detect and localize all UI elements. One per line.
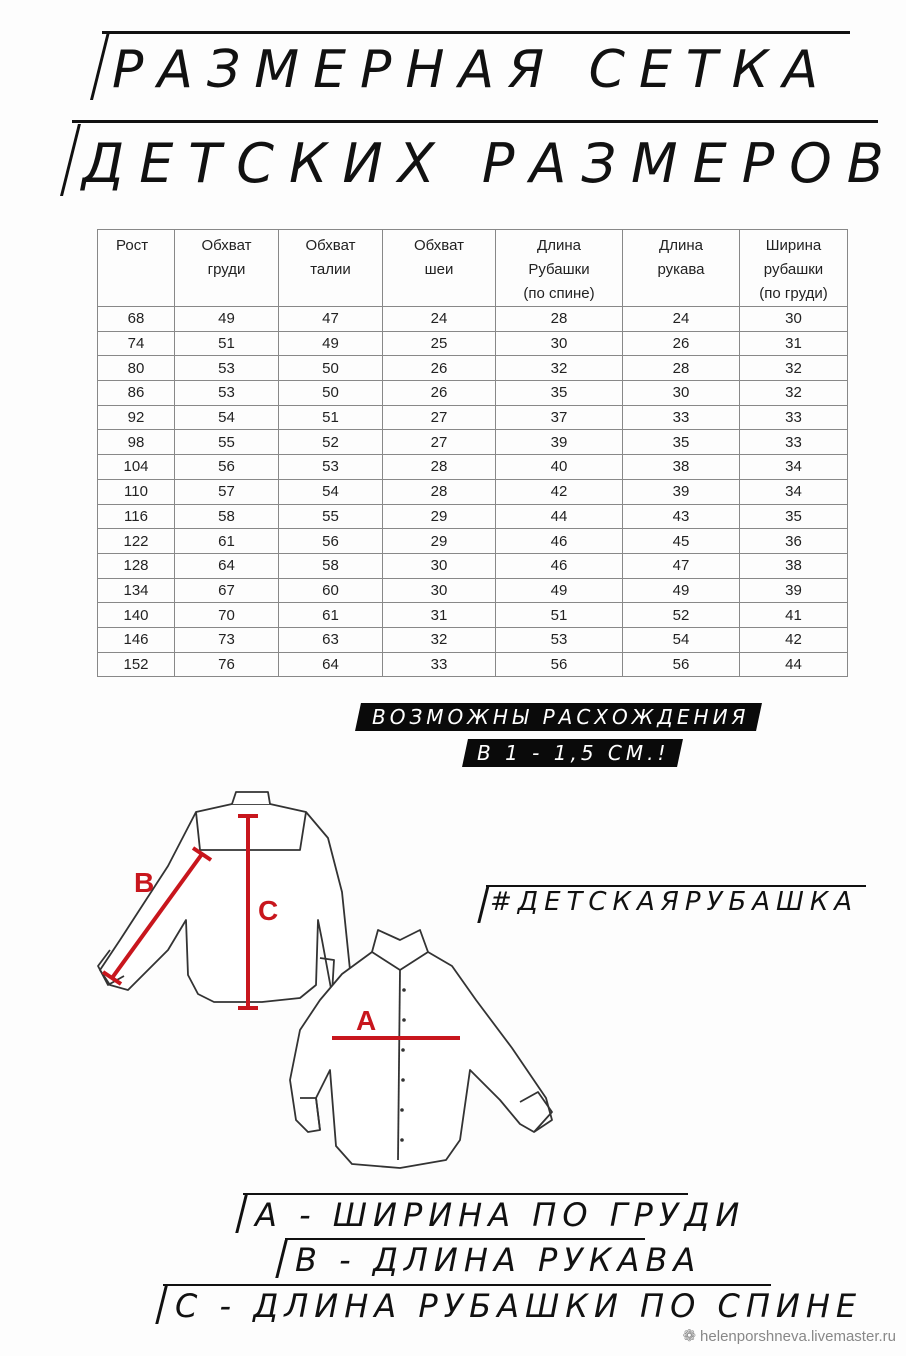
table-cell: 30: [496, 331, 623, 356]
table-cell: 56: [496, 652, 623, 677]
table-cell: 55: [175, 430, 279, 455]
table-cell: 29: [383, 504, 496, 529]
table-cell: 53: [279, 455, 383, 480]
table-cell: 33: [623, 405, 740, 430]
table-cell: 68: [98, 307, 175, 332]
table-cell: 45: [623, 529, 740, 554]
table-cell: 51: [279, 405, 383, 430]
table-cell: 58: [279, 553, 383, 578]
table-cell: 27: [383, 405, 496, 430]
table-cell: 50: [279, 381, 383, 406]
table-cell: 33: [740, 405, 848, 430]
table-row: [98, 479, 848, 504]
legend-b: B - ДЛИНА РУКАВА: [295, 1241, 702, 1279]
page-title-line-1: РАЗМЕРНАЯ СЕТКА: [112, 40, 833, 100]
table-cell: 61: [175, 529, 279, 554]
table-cell: 46: [496, 553, 623, 578]
table-cell: 26: [623, 331, 740, 356]
table-cell: 146: [98, 627, 175, 652]
table-cell: 55: [279, 504, 383, 529]
table-cell: 47: [279, 307, 383, 332]
table-cell: 42: [496, 479, 623, 504]
notice-badge-line-1: [355, 703, 762, 731]
header-sleeve-length: Длина рукава: [623, 230, 740, 307]
table-cell: 32: [383, 627, 496, 652]
table-cell: 30: [383, 578, 496, 603]
legend-bracket-b: [275, 1240, 287, 1278]
header-neck: Обхват шеи: [383, 230, 496, 307]
header-height: Рост: [98, 230, 175, 307]
table-cell: 30: [740, 307, 848, 332]
table-cell: 49: [175, 307, 279, 332]
table-cell: 49: [496, 578, 623, 603]
table-cell: 44: [740, 652, 848, 677]
legend-bracket-c: [155, 1286, 167, 1324]
table-cell: 33: [383, 652, 496, 677]
label-c: C: [258, 895, 279, 926]
table-row: [98, 455, 848, 480]
table-cell: 50: [279, 356, 383, 381]
table-cell: 51: [175, 331, 279, 356]
table-cell: 27: [383, 430, 496, 455]
title-bracket-1: [90, 32, 110, 100]
table-cell: 140: [98, 603, 175, 628]
table-cell: 63: [279, 627, 383, 652]
title-rule-1: [102, 31, 850, 34]
table-cell: 28: [623, 356, 740, 381]
size-table: [97, 229, 848, 677]
table-cell: 134: [98, 578, 175, 603]
table-row: [98, 381, 848, 406]
table-cell: 64: [279, 652, 383, 677]
header-shirt-length: Длина Рубашки (по спине): [496, 230, 623, 307]
legend-c: C - ДЛИНА РУБАШКИ ПО СПИНЕ: [175, 1287, 863, 1325]
table-cell: 35: [623, 430, 740, 455]
table-header-row: [98, 230, 848, 307]
table-cell: 110: [98, 479, 175, 504]
table-row: [98, 356, 848, 381]
title-rule-2: [72, 120, 878, 123]
table-cell: 74: [98, 331, 175, 356]
table-cell: 80: [98, 356, 175, 381]
table-cell: 57: [175, 479, 279, 504]
table-cell: 56: [623, 652, 740, 677]
table-cell: 32: [496, 356, 623, 381]
table-cell: 39: [496, 430, 623, 455]
table-cell: 26: [383, 381, 496, 406]
hashtag-text: #ДЕТСКАЯРУБАШКА: [490, 887, 859, 917]
legend-rule-c: [163, 1284, 771, 1286]
table-cell: 116: [98, 504, 175, 529]
legend-rule-a: [243, 1193, 688, 1195]
header-chest: Обхват груди: [175, 230, 279, 307]
table-cell: 41: [740, 603, 848, 628]
table-cell: 31: [740, 331, 848, 356]
shirt-diagram: [0, 780, 906, 1200]
label-a: A: [356, 1005, 377, 1036]
table-cell: 26: [383, 356, 496, 381]
notice-text-2: В 1 - 1,5 СМ.!: [477, 741, 670, 765]
table-cell: 47: [623, 553, 740, 578]
legend-bracket-a: [235, 1195, 247, 1233]
table-row: [98, 307, 848, 332]
table-cell: 53: [175, 356, 279, 381]
table-cell: 49: [623, 578, 740, 603]
table-cell: 44: [496, 504, 623, 529]
table-cell: 40: [496, 455, 623, 480]
table-cell: 35: [740, 504, 848, 529]
table-cell: 30: [383, 553, 496, 578]
page-title-line-2: ДЕТСКИХ РАЗМЕРОВ: [82, 132, 899, 195]
table-cell: 28: [383, 455, 496, 480]
notice-text-1: ВОЗМОЖНЫ РАСХОЖДЕНИЯ: [372, 705, 750, 729]
table-cell: 92: [98, 405, 175, 430]
table-cell: 86: [98, 381, 175, 406]
table-row: [98, 529, 848, 554]
table-cell: 34: [740, 455, 848, 480]
table-row: [98, 652, 848, 677]
table-cell: 60: [279, 578, 383, 603]
table-cell: 38: [623, 455, 740, 480]
table-cell: 54: [175, 405, 279, 430]
table-cell: 64: [175, 553, 279, 578]
table-cell: 58: [175, 504, 279, 529]
table-cell: 61: [279, 603, 383, 628]
table-cell: 54: [623, 627, 740, 652]
table-cell: 98: [98, 430, 175, 455]
legend-a: A - ШИРИНА ПО ГРУДИ: [255, 1196, 746, 1234]
header-waist: Обхват талии: [279, 230, 383, 307]
table-row: [98, 603, 848, 628]
table-cell: 46: [496, 529, 623, 554]
table-cell: 49: [279, 331, 383, 356]
table-cell: 38: [740, 553, 848, 578]
table-row: [98, 578, 848, 603]
table-cell: 152: [98, 652, 175, 677]
table-cell: 28: [383, 479, 496, 504]
table-cell: 28: [496, 307, 623, 332]
table-cell: 53: [175, 381, 279, 406]
notice-badge-line-2: [462, 739, 682, 767]
table-cell: 51: [496, 603, 623, 628]
table-row: [98, 331, 848, 356]
header-shirt-width: Ширина рубашки (по груди): [740, 230, 848, 307]
table-cell: 32: [740, 356, 848, 381]
table-cell: 39: [623, 479, 740, 504]
table-cell: 37: [496, 405, 623, 430]
table-cell: 34: [740, 479, 848, 504]
table-cell: 32: [740, 381, 848, 406]
table-cell: 104: [98, 455, 175, 480]
back-shirt-outline: [100, 804, 354, 1002]
table-cell: 56: [279, 529, 383, 554]
table-cell: 36: [740, 529, 848, 554]
table-cell: 76: [175, 652, 279, 677]
table-cell: 70: [175, 603, 279, 628]
table-row: [98, 405, 848, 430]
table-cell: 25: [383, 331, 496, 356]
table-row: [98, 430, 848, 455]
table-cell: 24: [383, 307, 496, 332]
table-cell: 54: [279, 479, 383, 504]
table-cell: 35: [496, 381, 623, 406]
table-cell: 56: [175, 455, 279, 480]
table-cell: 122: [98, 529, 175, 554]
table-row: [98, 504, 848, 529]
watermark-text: helenporshneva.livemaster.ru: [700, 1328, 896, 1345]
table-cell: 52: [623, 603, 740, 628]
flower-icon: ❁: [682, 1328, 697, 1345]
title-bracket-2: [60, 124, 81, 196]
table-cell: 29: [383, 529, 496, 554]
table-cell: 67: [175, 578, 279, 603]
legend-rule-b: [285, 1238, 645, 1240]
table-cell: 73: [175, 627, 279, 652]
table-cell: 33: [740, 430, 848, 455]
table-cell: 43: [623, 504, 740, 529]
table-cell: 39: [740, 578, 848, 603]
table-cell: 52: [279, 430, 383, 455]
table-cell: 31: [383, 603, 496, 628]
table-row: [98, 553, 848, 578]
table-cell: 53: [496, 627, 623, 652]
table-cell: 42: [740, 627, 848, 652]
table-cell: 24: [623, 307, 740, 332]
label-b: B: [134, 867, 155, 898]
watermark: [683, 1326, 896, 1346]
table-row: [98, 627, 848, 652]
table-cell: 128: [98, 553, 175, 578]
table-cell: 30: [623, 381, 740, 406]
